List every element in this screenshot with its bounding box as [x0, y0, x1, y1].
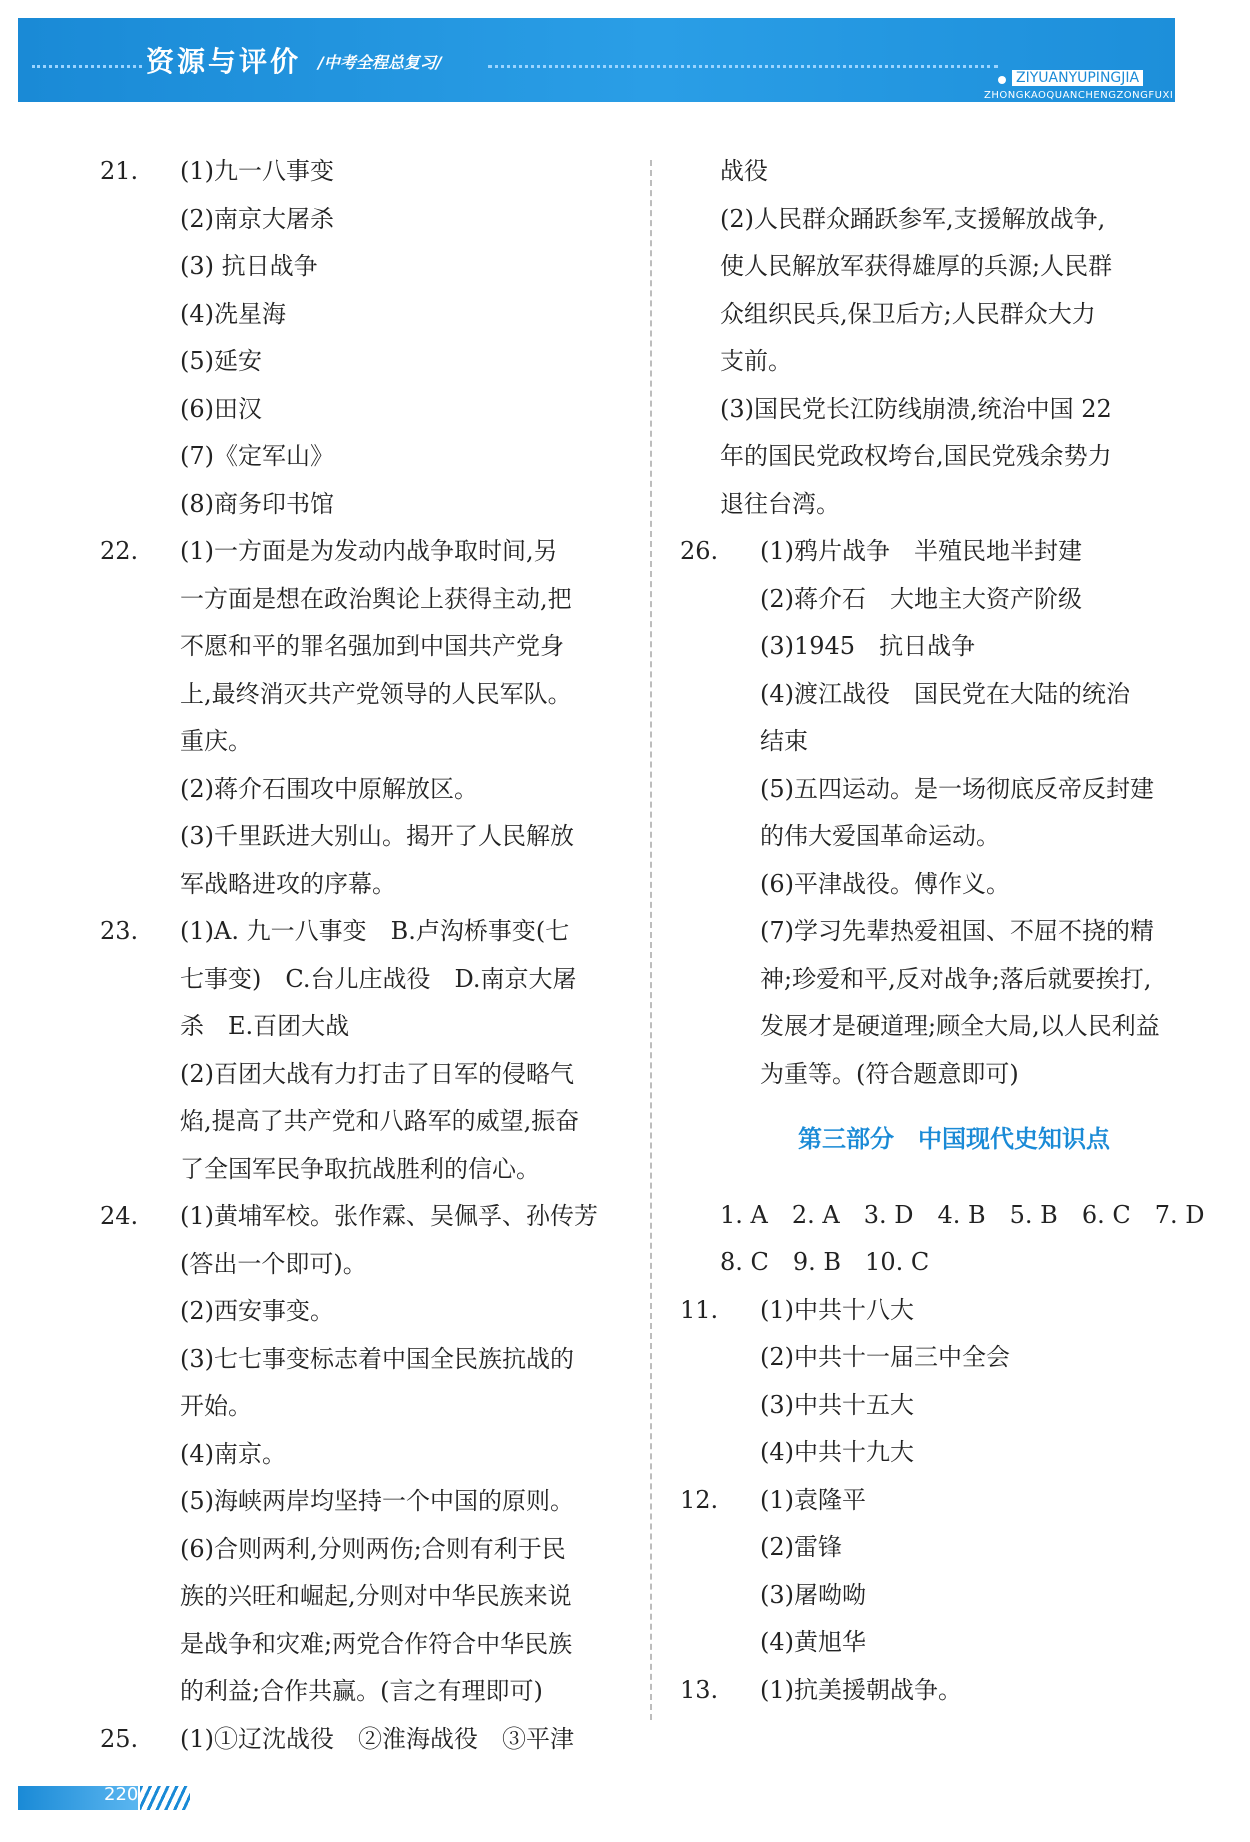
answer-line: (2)西安事变。	[180, 1297, 334, 1325]
answer-line: 支前。	[720, 347, 792, 375]
answer-line: (4)黄旭华	[760, 1628, 866, 1656]
answer-item	[100, 908, 640, 1193]
answer-line: (1)中共十八大	[760, 1295, 914, 1324]
answer-item	[100, 148, 640, 528]
question-number: 11.	[680, 1295, 719, 1324]
answer-line: (2)中共十一届三中全会	[760, 1343, 1010, 1371]
answer-line: 使人民解放军获得雄厚的兵源;人民群	[720, 252, 1113, 280]
answer-line: (2)南京大屠杀	[180, 204, 334, 233]
answer-line: (4)冼星海	[180, 299, 286, 328]
answer-line: (3)国民党长江防线崩溃,统治中国 22	[720, 394, 1112, 423]
answer-item	[720, 1192, 1220, 1287]
answer-line: 年的国民党政权垮台,国民党残余势力	[720, 442, 1112, 470]
answer-line: (4)中共十九大	[760, 1438, 914, 1466]
answer-item	[100, 1716, 640, 1764]
answer-line: (7)《定军山》	[180, 442, 334, 470]
answer-line: (1)A. 九一八事变 B.卢沟桥事变(七	[180, 917, 570, 945]
question-number: 23.	[100, 917, 139, 945]
answer-line: (8)商务印书馆	[180, 489, 334, 518]
answer-item	[680, 1287, 1220, 1477]
answer-line: (2)蒋介石 大地主大资产阶级	[760, 584, 1082, 613]
answer-line: 上,最终消灭共产党领导的人民军队。	[180, 679, 572, 708]
section-title: 第三部分 中国现代史知识点	[798, 1125, 1110, 1153]
answer-line: (6)合则两利,分则两伤;合则有利于民	[180, 1534, 566, 1563]
answer-line: 了全国军民争取抗战胜利的信心。	[180, 1154, 540, 1183]
answer-line: (3)千里跃进大别山。揭开了人民解放	[180, 822, 574, 850]
answer-line: (5)延安	[180, 347, 262, 375]
answer-line: 神;珍爱和平,反对战争;落后就要挨打,	[760, 964, 1152, 993]
answer-line: 重庆。	[180, 727, 252, 755]
answer-line: (5)海峡两岸均坚持一个中国的原则。	[180, 1487, 574, 1515]
answer-line: (1)①辽沈战役 ②淮海战役 ③平津	[180, 1724, 574, 1753]
answer-line: 发展才是硬道理;顾全大局,以人民利益	[760, 1012, 1160, 1040]
answer-line: (4)渡江战役 国民党在大陆的统治	[760, 679, 1130, 708]
answer-item	[100, 1193, 640, 1716]
answer-line: 众组织民兵,保卫后方;人民群众大力	[720, 299, 1096, 328]
answer-line: (2)百团大战有力打击了日军的侵略气	[180, 1059, 574, 1088]
question-number: 22.	[100, 537, 139, 565]
answer-line: (2)蒋介石围攻中原解放区。	[180, 774, 478, 803]
answer-line: (2)雷锋	[760, 1533, 842, 1561]
right-column	[680, 148, 1220, 1714]
answer-item	[720, 148, 1220, 528]
left-column	[100, 148, 640, 1763]
answer-line: (1)鸦片战争 半殖民地半封建	[760, 537, 1082, 565]
answer-line: 结束	[760, 727, 808, 755]
question-number: 25.	[100, 1724, 139, 1753]
answer-line: 战役	[720, 157, 768, 185]
answer-line: 的伟大爱国革命运动。	[760, 822, 1000, 850]
header-dots-left	[32, 65, 142, 68]
header-dot-icon	[998, 76, 1006, 84]
page-number: 220	[104, 1784, 139, 1805]
answer-line: 1. A 2. A 3. D 4. B 5. B 6. C 7. D	[720, 1200, 1205, 1229]
answer-line: (5)五四运动。是一场彻底反帝反封建	[760, 774, 1154, 803]
answer-line: 族的兴旺和崛起,分则对中华民族来说	[180, 1582, 572, 1610]
answer-line: 8. C 9. B 10. C	[720, 1248, 930, 1276]
question-number: 24.	[100, 1202, 139, 1230]
answer-line: (3)1945 抗日战争	[760, 632, 976, 660]
answer-line: (3)七七事变标志着中国全民族抗战的	[180, 1344, 574, 1373]
answer-line: (3) 抗日战争	[180, 252, 318, 280]
answer-line: (6)田汉	[180, 394, 262, 423]
answer-item	[680, 528, 1220, 1098]
answer-line: 焰,提高了共产党和八路军的威望,振奋	[180, 1107, 580, 1135]
answer-line: 七事变) C.台儿庄战役 D.南京大屠	[180, 964, 577, 993]
answer-line: 一方面是想在政治舆论上获得主动,把	[180, 584, 572, 613]
answer-item	[680, 1477, 1220, 1667]
answer-line: 杀 E.百团大战	[180, 1012, 350, 1040]
answer-line: (1)九一八事变	[180, 157, 334, 185]
question-number: 12.	[680, 1485, 719, 1514]
answer-line: 开始。	[180, 1392, 252, 1420]
question-number: 13.	[680, 1675, 719, 1704]
answer-line: 军战略进攻的序幕。	[180, 869, 396, 898]
book-subtitle: /中考全程总复习/	[318, 53, 442, 72]
answer-line: (1)抗美援朝战争。	[760, 1675, 962, 1704]
answer-line: 为重等。(符合题意即可)	[760, 1059, 1019, 1088]
answer-line: (3)屠呦呦	[760, 1580, 866, 1609]
answer-line: (6)平津战役。傅作义。	[760, 869, 1010, 898]
answer-line: (1)袁隆平	[760, 1485, 866, 1514]
answer-line: 不愿和平的罪名强加到中国共产党身	[180, 632, 564, 660]
brand-en: ZIYUANYUPINGJIA	[1012, 70, 1143, 86]
brand-en-sub: ZHONGKAOQUANCHENGZONGFUXI	[984, 90, 1174, 101]
answer-line: (3)中共十五大	[760, 1390, 914, 1419]
answer-line: 是战争和灾难;两党合作符合中华民族	[180, 1629, 573, 1658]
question-number: 21.	[100, 157, 139, 185]
answer-item	[680, 1667, 1220, 1715]
answer-line: (1)黄埔军校。张作霖、吴佩孚、孙传芳	[180, 1202, 598, 1230]
answer-item	[100, 528, 640, 908]
answer-line: (7)学习先辈热爱祖国、不屈不挠的精	[760, 917, 1154, 945]
answer-line: 退往台湾。	[720, 489, 840, 518]
answer-line: (2)人民群众踊跃参军,支援解放战争,	[720, 204, 1106, 233]
answer-line: (答出一个即可)。	[180, 1249, 367, 1278]
question-number: 26.	[680, 537, 719, 565]
book-title: 资源与评价	[146, 45, 302, 78]
column-divider	[650, 160, 652, 1720]
footer-stripes	[140, 1786, 190, 1810]
header-dots-right	[488, 65, 998, 68]
page-header	[18, 18, 1175, 102]
answer-line: (4)南京。	[180, 1439, 286, 1468]
answer-line: 的利益;合作共赢。(言之有理即可)	[180, 1677, 543, 1705]
answer-line: (1)一方面是为发动内战争取时间,另	[180, 537, 558, 565]
